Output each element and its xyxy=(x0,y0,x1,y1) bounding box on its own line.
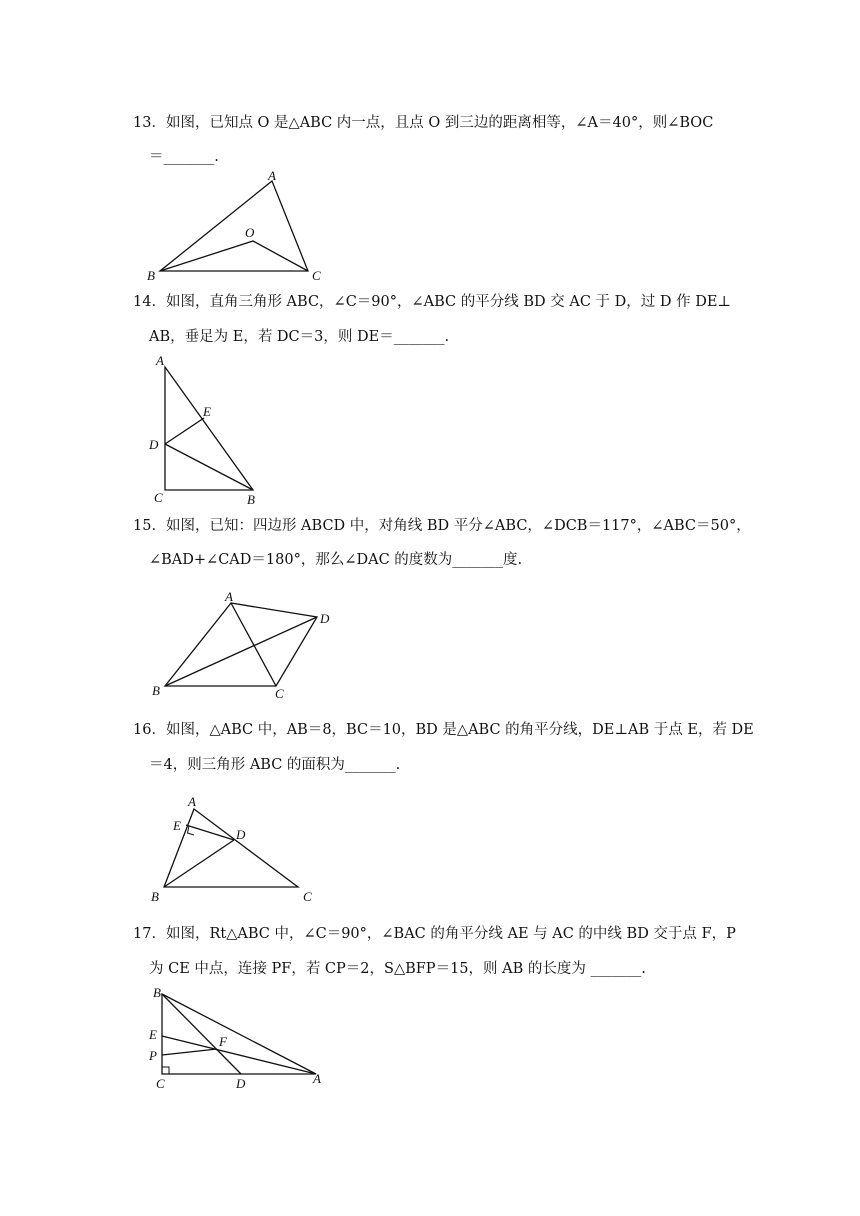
label-b: B xyxy=(152,683,160,698)
label-e: E xyxy=(203,404,211,419)
label-c: C xyxy=(275,686,284,701)
label-b: B xyxy=(153,985,161,1000)
label-c: C xyxy=(154,490,163,505)
problem-13-line-2: ＝_______. xyxy=(149,149,219,165)
segment-bd xyxy=(162,994,241,1074)
label-d: D xyxy=(236,1076,246,1091)
triangle-abc xyxy=(164,809,298,887)
label-f: F xyxy=(219,1034,227,1049)
triangle-abc xyxy=(165,367,253,490)
label-o: O xyxy=(245,225,255,240)
segments-bo-oc xyxy=(160,241,308,271)
diagonal-ac xyxy=(231,603,276,686)
problem-13-line-1: 13．如图，已知点 O 是△ABC 内一点，且点 O 到三边的距离相等，∠A＝40°，则∠BOC xyxy=(133,115,714,131)
label-a: A xyxy=(156,353,164,368)
problem-16-line-1: 16．如图，△ABC 中，AB＝8，BC＝10，BD 是△ABC 的角平分线，DE⊥AB 于点 E，若 DE xyxy=(133,722,754,738)
label-e: E xyxy=(149,1027,157,1042)
label-b: B xyxy=(147,268,155,283)
problem-17-figure xyxy=(140,982,340,1094)
label-b: B xyxy=(151,889,159,904)
label-c: C xyxy=(303,889,312,904)
problem-16-figure xyxy=(145,790,325,908)
problem-17-line-2: 为 CE 中点，连接 PF，若 CP＝2，S△BFP＝15，则 AB 的长度为 _______. xyxy=(149,961,646,977)
segment-de xyxy=(186,825,234,840)
segment-bd xyxy=(164,840,234,887)
problem-15-figure xyxy=(145,586,345,704)
problem-14-line-2: AB，垂足为 E，若 DC＝3，则 DE＝_______. xyxy=(149,329,450,345)
diagonal-bd xyxy=(165,617,317,686)
problem-14-line-1: 14．如图，直角三角形 ABC，∠C＝90°，∠ABC 的平分线 BD 交 AC 于 D，过 D 作 DE⊥ xyxy=(133,294,732,310)
problem-15-line-2: ∠BAD+∠CAD＝180°，那么∠DAC 的度数为_______度. xyxy=(149,552,523,568)
problem-14-figure xyxy=(140,350,280,510)
label-c: C xyxy=(312,268,321,283)
triangle-abc xyxy=(160,181,308,271)
label-a: A xyxy=(225,589,233,604)
problem-17-line-1: 17．如图，Rt△ABC 中，∠C＝90°，∠BAC 的角平分线 AE 与 AC 的中线 BD 交于点 F，P xyxy=(133,926,736,942)
problem-13-figure xyxy=(140,168,350,286)
triangle-abc xyxy=(162,994,316,1074)
segment-ae xyxy=(162,1036,316,1074)
label-c: C xyxy=(156,1076,165,1091)
label-d: D xyxy=(149,437,159,452)
segment-bd xyxy=(165,444,253,490)
problem-15-line-1: 15．如图，已知：四边形 ABCD 中，对角线 BD 平分∠ABC，∠DCB＝117°，∠ABC＝50°， xyxy=(133,518,751,534)
quadrilateral-abcd xyxy=(165,603,317,686)
label-d: D xyxy=(236,827,246,842)
label-e: E xyxy=(173,818,181,833)
label-p: P xyxy=(149,1048,157,1063)
label-b: B xyxy=(247,492,255,507)
label-a: A xyxy=(313,1071,321,1086)
problem-16-line-2: ＝4，则三角形 ABC 的面积为_______. xyxy=(149,757,401,773)
right-angle-mark xyxy=(162,1067,169,1074)
label-a: A xyxy=(268,168,276,183)
segment-pf xyxy=(162,1049,217,1055)
label-a: A xyxy=(188,794,196,809)
label-d: D xyxy=(320,611,330,626)
segment-de xyxy=(165,418,204,444)
